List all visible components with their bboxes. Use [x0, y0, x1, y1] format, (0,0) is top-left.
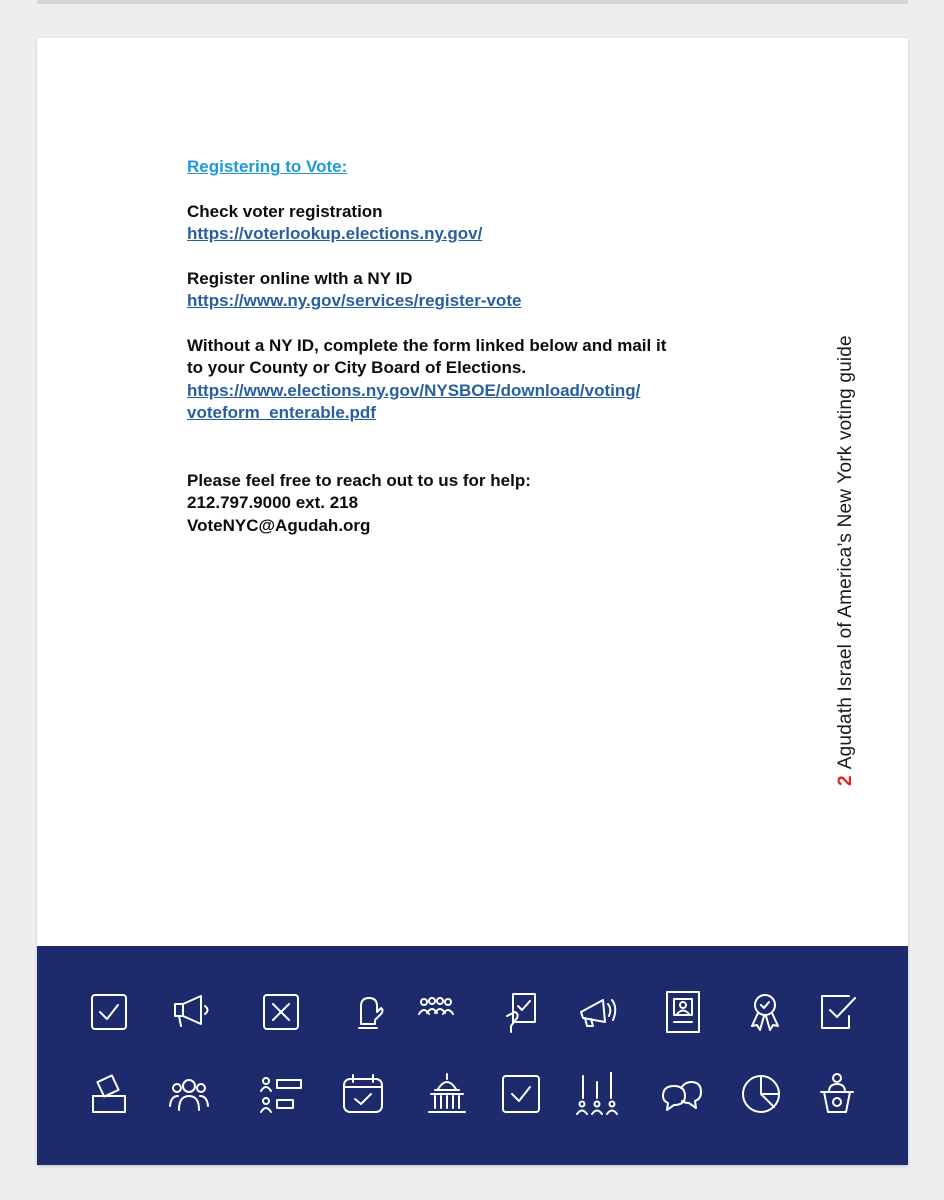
megaphone-icon: [171, 990, 215, 1034]
check-registration-block: [187, 201, 787, 246]
voter-lookup-link[interactable]: https://voterlookup.elections.ny.gov/: [187, 224, 483, 243]
section-heading: Registering to Vote:: [187, 157, 348, 176]
ballot-box-icon: [87, 1072, 131, 1116]
document-page: [37, 38, 908, 1165]
checkbox-check-icon: [499, 1072, 543, 1116]
mail-form-label-line1: Without a NY ID, complete the form linked below and mail it: [187, 335, 667, 355]
checkbox-check-icon: [87, 990, 131, 1034]
mitten-icon: [347, 990, 391, 1034]
mail-form-block: [187, 335, 787, 425]
check-registration-label: Check voter registration: [187, 201, 383, 221]
group-icon: [167, 1072, 211, 1116]
contact-email: VoteNYC@Agudah.org: [187, 515, 371, 535]
mail-form-label-line2: to your County or City Board of Elections.: [187, 358, 527, 377]
page-number: 2: [835, 775, 856, 786]
id-card-icon: [661, 990, 705, 1034]
voteform-link-line2[interactable]: voteform_enterable.pdf: [187, 403, 376, 422]
contact-block: [187, 470, 787, 538]
register-online-block: [187, 268, 787, 313]
calendar-check-icon: [341, 1072, 385, 1116]
audience-icon: [575, 1072, 619, 1116]
guide-title: Agudath Israel of America’s New York voting guide: [835, 335, 856, 770]
capitol-icon: [425, 1072, 469, 1116]
register-online-label: Register online wIth a NY ID: [187, 268, 413, 288]
contact-phone: 212.797.9000 ext. 218: [187, 493, 359, 512]
icon-band: [37, 946, 908, 1165]
award-ribbon-icon: [743, 990, 787, 1034]
speech-bubbles-icon: [659, 1072, 703, 1116]
pie-chart-icon: [739, 1072, 783, 1116]
check-square-icon: [817, 990, 861, 1034]
checkbox-x-icon: [259, 990, 303, 1034]
crowd-icon: [415, 990, 459, 1034]
contact-intro: Please feel free to reach out to us for help:: [187, 470, 531, 490]
page-content: [187, 156, 787, 559]
megaphone-hand-icon: [575, 990, 619, 1034]
voteform-link-line1[interactable]: https://www.elections.ny.gov/NYSBOE/download/voting/: [187, 380, 641, 400]
viewer-top-bar: [37, 0, 908, 4]
register-vote-link[interactable]: https://www.ny.gov/services/register-vote: [187, 291, 522, 310]
podium-speaker-icon: [815, 1072, 859, 1116]
ballot-hand-icon: [501, 990, 545, 1034]
list-people-icon: [259, 1072, 303, 1116]
